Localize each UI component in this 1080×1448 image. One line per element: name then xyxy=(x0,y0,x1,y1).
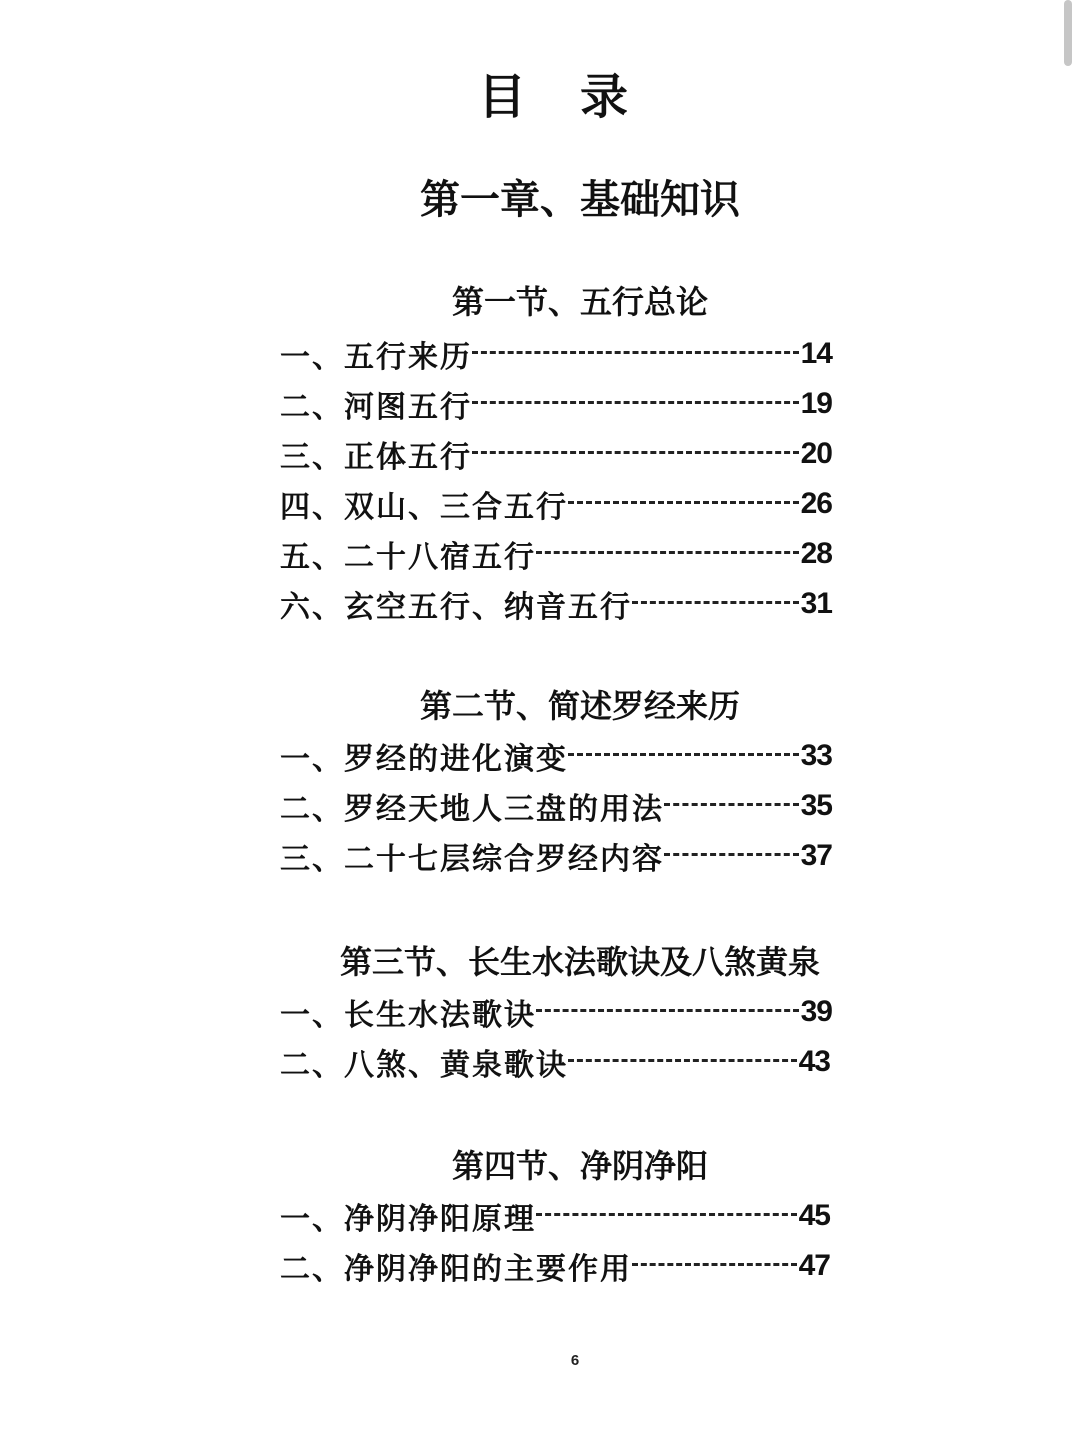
toc-entry-label: 二、净阴净阳的主要作用 xyxy=(280,1252,632,1287)
toc-entry-label: 一、罗经的进化演变 xyxy=(280,742,568,777)
toc-entry[interactable] xyxy=(280,784,832,828)
chapter-title: 第一章、基础知识 xyxy=(420,177,740,223)
toc-entry-label: 四、双山、三合五行 xyxy=(280,490,568,525)
toc-entry-label: 六、玄空五行、纳音五行 xyxy=(280,590,632,625)
toc-entry-page: 45 xyxy=(798,1199,830,1232)
section-title: 第二节、简述罗经来历 xyxy=(419,687,740,725)
toc-entry-page: 14 xyxy=(800,337,832,370)
toc-entry[interactable] xyxy=(280,482,832,526)
toc-entry-page: 28 xyxy=(800,537,832,570)
toc-entry-label: 三、二十七层综合罗经内容 xyxy=(280,842,664,877)
toc-entry-label: 二、八煞、黄泉歌诀 xyxy=(280,1048,568,1083)
toc-entry-page: 35 xyxy=(800,789,832,822)
dot-leader xyxy=(568,501,799,504)
toc-entry-label: 五、二十八宿五行 xyxy=(280,540,536,575)
toc-entry-label: 三、正体五行 xyxy=(280,440,472,475)
toc-entry-page: 31 xyxy=(800,587,832,620)
dot-leader xyxy=(632,1263,797,1266)
dot-leader xyxy=(632,601,799,604)
toc-entry[interactable] xyxy=(280,382,832,426)
toc-title: 目录 xyxy=(477,69,682,125)
toc-entry[interactable] xyxy=(280,432,832,476)
toc-entry[interactable] xyxy=(280,990,832,1034)
toc-entry-page: 47 xyxy=(798,1249,830,1282)
section-title: 第一节、五行总论 xyxy=(451,283,708,321)
dot-leader xyxy=(472,451,799,454)
dot-leader xyxy=(664,803,799,806)
scrollbar-thumb[interactable] xyxy=(1064,0,1072,66)
toc-entry-page: 26 xyxy=(800,487,832,520)
toc-entry-page: 19 xyxy=(800,387,832,420)
toc-entry-page: 37 xyxy=(800,839,832,872)
dot-leader xyxy=(536,1009,799,1012)
toc-entry[interactable] xyxy=(280,1244,830,1288)
dot-leader xyxy=(472,401,799,404)
toc-entry-page: 20 xyxy=(800,437,832,470)
dot-leader xyxy=(536,1213,797,1216)
page-number: 6 xyxy=(570,1352,580,1369)
dot-leader xyxy=(536,551,799,554)
toc-entry[interactable] xyxy=(280,1040,830,1084)
toc-entry-label: 一、长生水法歌诀 xyxy=(280,998,536,1033)
toc-entry[interactable] xyxy=(280,332,832,376)
toc-entry-page: 33 xyxy=(800,739,832,772)
toc-entry[interactable] xyxy=(280,834,832,878)
toc-entry-label: 二、河图五行 xyxy=(280,390,472,425)
section-title: 第三节、长生水法歌诀及八煞黄泉 xyxy=(339,943,820,981)
toc-entry-page: 39 xyxy=(800,995,832,1028)
dot-leader xyxy=(568,1059,797,1062)
toc-entry-label: 二、罗经天地人三盘的用法 xyxy=(280,792,664,827)
toc-entry-page: 43 xyxy=(798,1045,830,1078)
toc-entry[interactable] xyxy=(280,582,832,626)
toc-entry-label: 一、净阴净阳原理 xyxy=(280,1202,536,1237)
toc-entry-label: 一、五行来历 xyxy=(280,340,472,375)
dot-leader xyxy=(664,853,799,856)
dot-leader xyxy=(568,753,799,756)
toc-entry[interactable] xyxy=(280,532,832,576)
dot-leader xyxy=(472,351,799,354)
toc-entry[interactable] xyxy=(280,1194,830,1238)
section-title: 第四节、净阴净阳 xyxy=(451,1147,708,1185)
toc-entry[interactable] xyxy=(280,734,832,778)
